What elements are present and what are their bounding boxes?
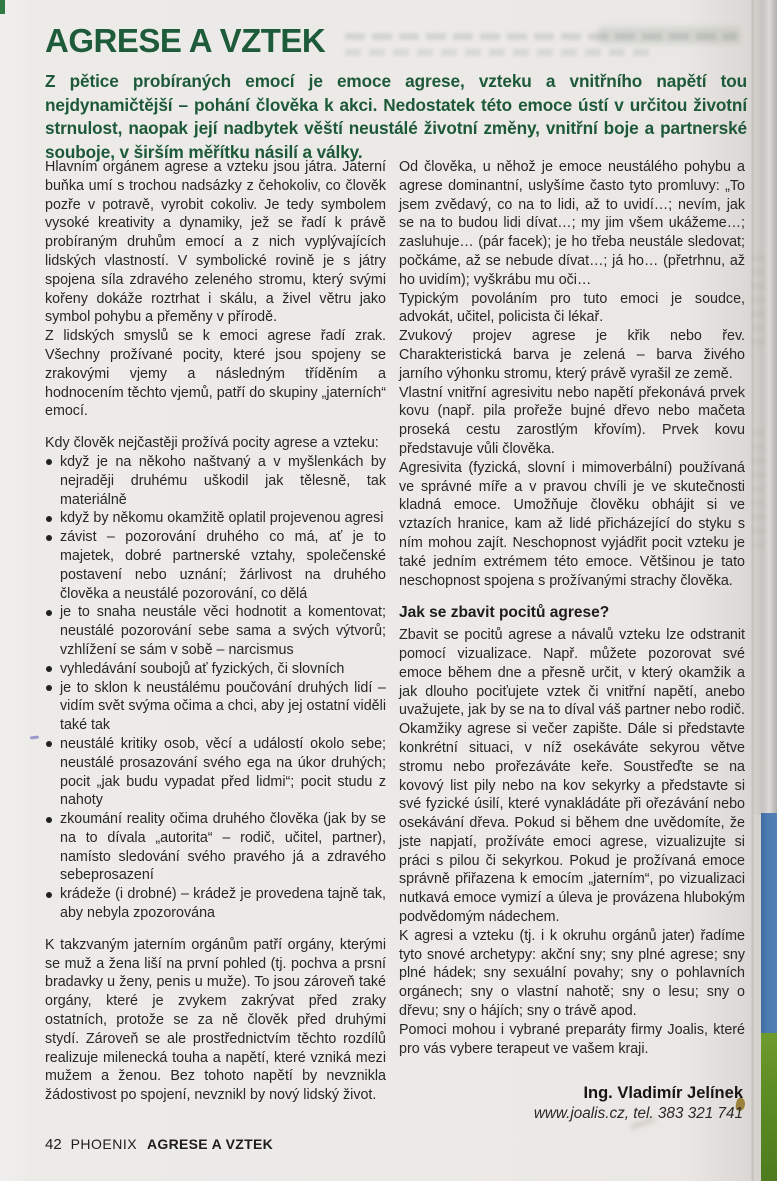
article-lead-paragraph: Z pětice probíraných emocí je emoce agrese, vzteku a vnitřního napětí tou nejdynamičtější – pohání člověka k akci. Nedostatek této emoce ústí v určitou životní strnulost, naopak její nadbytek věští neustálé životní změny, vnitřní boje a partnerské souboje, v širším měřítku násilí a války.: [45, 71, 747, 162]
print-bleed-ghost-word: [598, 27, 740, 44]
bullet-item: když by někomu okamžitě oplatil projevenou agresi: [45, 509, 386, 528]
right-text-column: [399, 158, 745, 1124]
page-edge-shadow: [751, 0, 777, 815]
bullet-item: je to snaha neustále věci hodnotit a komentovat; neustálé pozorování sebe sama a svých výtvorů; vzhlížení se sám v sobě – narcismus: [45, 603, 386, 659]
section-subheading: Jak se zbavit pocitů agrese?: [399, 604, 610, 622]
bullet-item: když je na někoho naštvaný a v myšlenkách by nejraději druhému uškodil jak tělesně, tak materiálně: [45, 453, 386, 509]
footer-article-title: AGRESE A VZTEK: [146, 1136, 274, 1152]
bullet-item: závist – pozorování druhého co má, ať je to majetek, dobré partnerské vztahy, společenské postavení nebo uznání; žárlivost na druhého člověka a neustálé pozorování, co dělá: [45, 528, 386, 603]
body-paragraph: K takzvaným jaterním orgánům patří orgány, kterými se muž a žena liší na první pohled (tj. pochva a prsní bradavky u ženy, penis u muže). To jsou zároveň také orgány, které je zvykem zakrývat před zraky ostatních, protože se za ně člověk před druhými stydí. Zároveň se ale prostřednictvím těchto rozdílů realizuje milenecká touha a napětí, které vzniká mezi mužem a ženou. Bez tohoto napětí by nevznikla žádostivost po spojení, nevznikl by nový lidský život.: [45, 936, 386, 1104]
next-page-photo-sky-sliver: [761, 813, 777, 1033]
body-paragraph: K agresi a vzteku (tj. i k okruhu orgánů jater) řadíme tyto snové archetypy: akční sny; sny plné agrese; sny plné hádek; sny sexuální povahy; sny o pohlavních orgánech; sny o vlastní nahotě; sny o lesu; sny o dřevu; sny o hájích; sny o trávě apod.: [399, 927, 745, 1020]
bullet-item: krádeže (i drobné) – krádež je provedena tajně tak, aby nebyla zpozorována: [45, 885, 386, 923]
body-paragraph: Zbavit se pocitů agrese a návalů vzteku lze odstranit pomocí vizualizace. Např. můžete pozorovat své emoce během dne a přesně určit, v který okamžik a jak dlouho pociťujete vztek či vnitřní napětí, anebo uvažujete, jak by se na to díval váš partner nebo rodič. Okamžiky agrese si večer zapište. Dále si představte konkrétní situaci, v níž osekáváte sekyrou větve stromu nebo prořezáváte keře. Soustřeďte se na kovový list pily nebo na kov sekyrky a představte si své fyzické úsilí, které vynakládáte při ořezávání nebo osekávání dřeva. Pokud si během dne uvědomíte, že jste napjatí, prožíváte emoci agrese, vizualizujte si práci s pilou či sekyrkou. Pokud je prožívaná emoce správně přiřazena k emocím „jaterním“, po vizualizaci nutkavá emoce vymizí a úleva je provázena hlubokým podvědomým nádechem.: [399, 627, 745, 926]
body-paragraph: Od člověka, u něhož je emoce neustálého pohybu a agrese dominantní, uslyšíme často tyto promluvy: „To jsem zvědavý, co na to lidi, až to uvidí…; nevím, jak se na to budou lidi dívat…; my jim všem ukážeme…; zasluhuje… (pár facek); je ho třeba neustále sledovat; počkáme, až se nebude dívat…; já ho… (přetrhnu, až ho uvidím); vyškrábu mu oči…: [399, 159, 745, 288]
body-paragraph: Pomoci mohou i vybrané preparáty firmy Joalis, které pro vás vybere terapeut ve vašem kraji.: [399, 1021, 745, 1057]
magazine-name: PHOENIX: [70, 1136, 138, 1152]
print-bleed-ghost-line: [345, 33, 737, 40]
body-paragraph: Hlavním orgánem agrese a vzteku jsou játra. Jaterní buňka umí s trochou nadsázky z čehokoliv, co člověk pozře v potravě, vyrobit cokoliv. Je tedy symbolem vysoké kreativity a dynamiky, jež se řadí k právě probíraným druhům emocí a z nich vyplývajících lidských vlastností. V symbolické rovině je s játry spojena síla zdravého zeleného stromu, který svými kořeny dokáže roztrhat i skálu, a živel větru jako symbol pohybu a přeměny v přírodě.: [45, 159, 386, 326]
margin-pen-mark: [30, 735, 39, 739]
print-bleed-ghost-line: [345, 49, 653, 56]
next-page-photo-grass-sliver: [761, 1033, 777, 1181]
body-paragraph: Kdy člověk nejčastěji prožívá pocity agrese a vzteku:: [45, 435, 379, 452]
page-crease: [751, 0, 754, 1181]
bullet-item: zkoumání reality očima druhého člověka (jak by se na to dívala „autorita“ – rodič, učitel, partner), namísto sledování svého pravého já a zdravého sebeprosazení: [45, 810, 386, 885]
corner-green-mark: [0, 0, 5, 14]
author-signature: [399, 1084, 745, 1124]
bullet-list: [45, 453, 386, 923]
right-column-blocks: [399, 158, 745, 1058]
bullet-item: neustálé kritiky osob, věcí a událostí okolo sebe; neustálé prosazování svého ega na úkor druhých; pocit „jak budu vypadat před lidmi“; pocit studu z nahoty: [45, 735, 386, 810]
body-paragraph: Z lidských smyslů se k emoci agrese řadí zrak. Všechny prožívané pocity, které jsou spojeny se zrakovými vjemy a následným tříděním a hodnocením těchto vjemů, patří do skupiny „jaterních“ emocí.: [45, 328, 386, 420]
body-paragraph: Agresivita (fyzická, slovní i mimoverbální) používaná ve správné míře a v pravou chvíli je ve skutečnosti kladná emoce. Umožňuje člověku obhájit si ve vztazích hranice, kam až lidé přicházející do styku s ním mohou zajít. Neschopnost vyjádřit pocit vzteku je také jedním extrémem této emoce. Většinou je tato neschopnost spojena s prožívanými strachy člověka.: [399, 459, 745, 589]
page-footer: [45, 1136, 273, 1153]
bullet-item: je to sklon k neustálému poučování druhých lidí – vidím svět svýma očima a chci, aby jej ostatní viděli také tak: [45, 679, 386, 735]
body-paragraph: Vlastní vnitřní agresivitu nebo napětí překonává prvek kovu (např. pila prořeže bujné dřevo nebo mačeta proseká cestu zarostlým křovím). Prvek kovu představuje vůli člověka.: [399, 384, 745, 457]
bullet-item: vyhledávání soubojů ať fyzických, či slovních: [45, 660, 386, 679]
body-paragraph: Zvukový projev agrese je křik nebo řev. Charakteristická barva je zelená – barva živého jarního výhonku stromu, který právě vyrašil ze země.: [399, 328, 745, 382]
left-text-column: [45, 158, 386, 1105]
author-name: Ing. Vladimír Jelínek: [583, 1084, 743, 1103]
body-paragraph: Typickým povoláním pro tuto emoci je soudce, advokát, učitel, policista či lékař.: [399, 290, 745, 326]
page-number: 42: [45, 1136, 62, 1153]
author-contact: www.joalis.cz, tel. 383 321 741: [533, 1105, 743, 1123]
article-title: AGRESE A VZTEK: [45, 22, 326, 59]
